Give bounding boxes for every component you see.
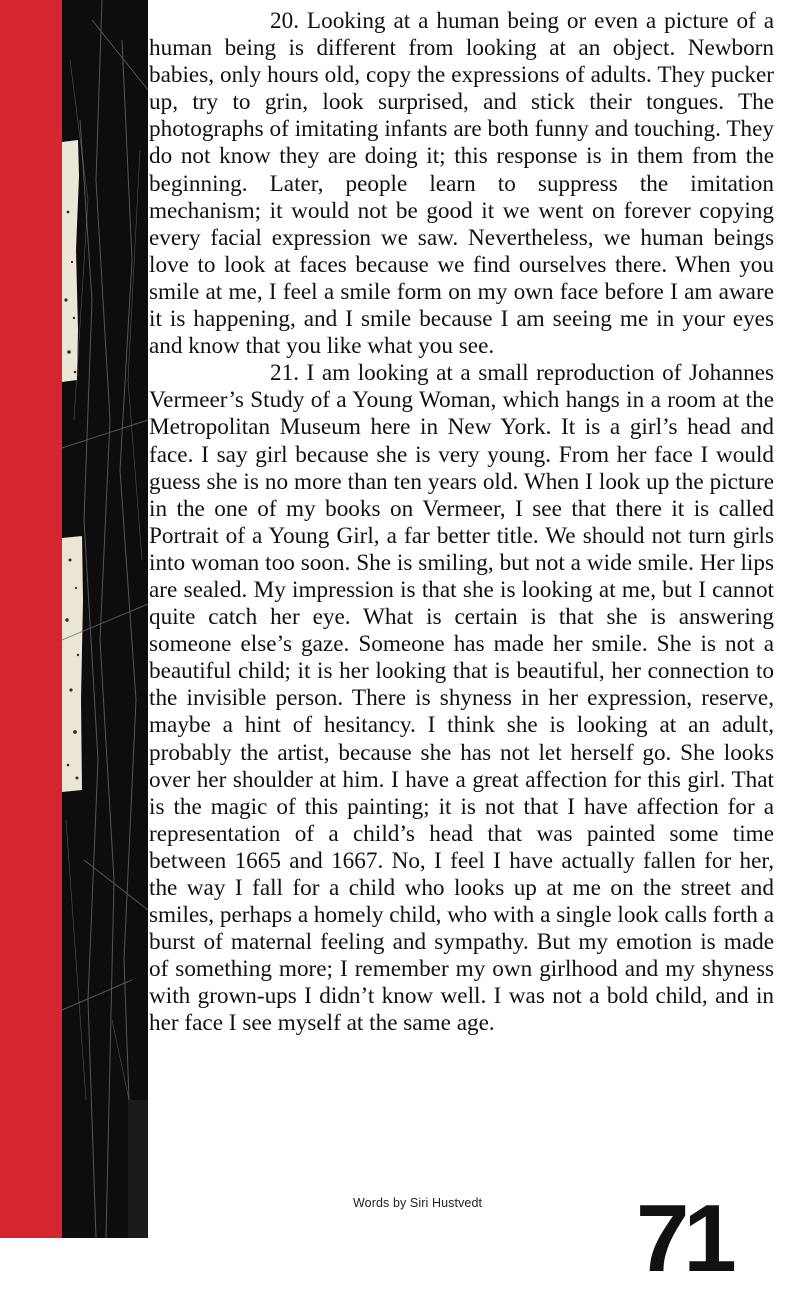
- page-number: [636, 1185, 764, 1292]
- red-margin-stripe: [0, 0, 62, 1238]
- paper-fragment-lower: [62, 536, 83, 792]
- paragraph-20: 20. Looking at a human being or even a picture of a human being is different from looking at an object. Newborn babies, only hours old, copy the expressions of adults. They pucker up, try to grin, look surprised, and stick their tongues. The photographs of imitating infants are both funny and touching. They do not know they are doing it; this response is in them from the beginning. Later, people learn to suppress the imitation mechanism; it would not be good it we went on forever copying every facial expression we saw. Nevertheless, we human beings love to look at faces because we find ourselves there. When you smile at me, I feel a smile form on my own face before I am aware it is happening, and I smile because I am seeing me in your eyes and know that you like what you see.: [149, 8, 774, 360]
- author-credit: Words by Siri Hustvedt: [353, 1196, 483, 1210]
- dark-edge-bottom: [128, 1100, 148, 1238]
- page-number-text: 71: [636, 1185, 731, 1292]
- collage-photo-strip: [62, 0, 148, 1238]
- paragraph-21: 21. I am looking at a small reproduction of Johannes Vermeer’s Study of a Young Woman, which hangs in a room at the Metropolitan Museum here in New York. It is a girl’s head and face. I say girl because she is very young. From her face I would guess she is no more than ten years old. When I look up the picture in the one of my books on Vermeer, I see that there it is called Portrait of a Young Girl, a far better title. We should not turn girls into woman too soon. She is smiling, but not a wide smile. Her lips are sealed. My impression is that she is looking at me, but I cannot quite catch her eye. What is certain is that she is answering someone else’s gaze. Someone has made her smile. She is not a beautiful child; it is her looking that is beautiful, her connection to the invisible person. There is shyness in her expression, reserve, maybe a hint of hesitancy. I think she is looking at an adult, probably the artist, because she has not let herself go. She looks over her shoulder at him. I have a great affection for this girl. That is the magic of this painting; it is not that I have affection for a representation of a child’s head that was painted some time between 1665 and 1667. No, I feel I have actually fallen for her, the way I fall for a child who looks up at me on the street and smiles, perhaps a homely child, who with a single look calls forth a burst of maternal feeling and sympathy. But my emotion is made of something more; I remember my own girlhood and my shyness with grown-ups I didn’t know well. I was not a bold child, and in her face I see myself at the same age.: [149, 360, 774, 1037]
- collage-texture: [62, 0, 148, 1238]
- essay-body: [149, 8, 774, 1038]
